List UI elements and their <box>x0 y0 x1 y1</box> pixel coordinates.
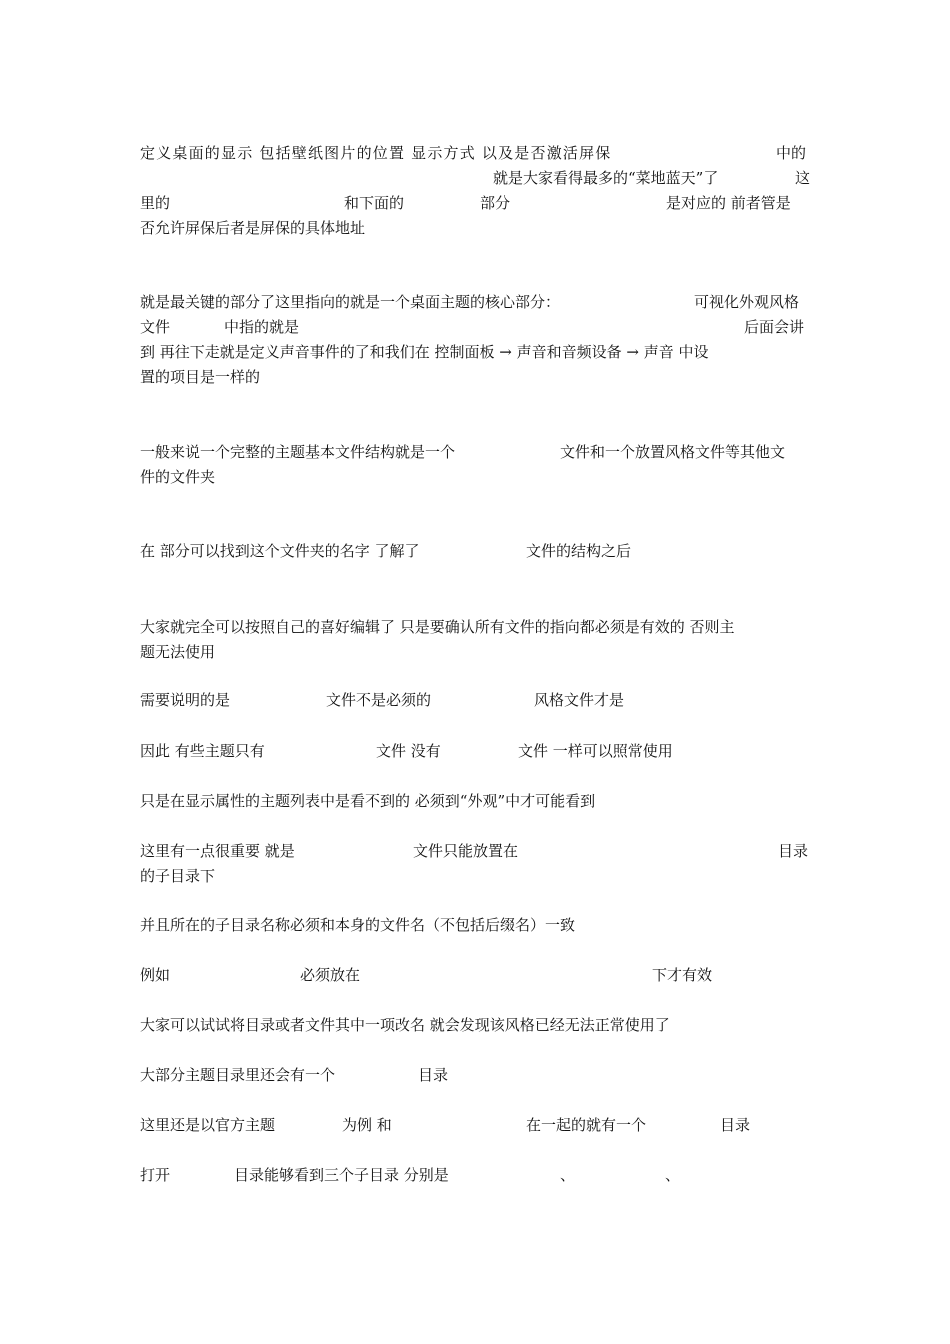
p13-b: 目录 <box>418 1066 449 1084</box>
p7-c: 文件 一样可以照常使用 <box>518 742 673 760</box>
p1-line3-d: 是对应的 前者管是 <box>666 194 791 212</box>
p7-a: 因此 有些主题只有 <box>140 742 265 760</box>
p1-line1: 定义桌面的显示 包括壁纸图片的位置 显示方式 以及是否激活屏保 <box>140 144 612 162</box>
p5-line2: 题无法使用 <box>140 643 216 661</box>
p15-c: 、 <box>560 1166 576 1184</box>
p1-line3-a: 里的 <box>140 194 171 212</box>
p1-line3-c: 部分 <box>480 194 511 212</box>
p14-d: 目录 <box>720 1116 751 1134</box>
p3-line1-end: 文件和一个放置风格文件等其他文 <box>560 443 786 461</box>
p14-a: 这里还是以官方主题 <box>140 1116 276 1134</box>
p10: 并且所在的子目录名称必须和本身的文件名（不包括后缀名）一致 <box>140 916 576 934</box>
p2-line1: 就是最关键的部分了这里指向的就是一个桌面主题的核心部分： <box>140 293 561 311</box>
p5-line1: 大家就完全可以按照自己的喜好编辑了 只是要确认所有文件的指向都必须是有效的 否则主 <box>140 618 735 636</box>
p1-line3-b: 和下面的 <box>344 194 405 212</box>
p9-a: 这里有一点很重要 就是 <box>140 842 295 860</box>
p9-c: 目录 <box>778 842 809 860</box>
p15-d: 、 <box>665 1166 681 1184</box>
p15-a: 打开 <box>140 1166 171 1184</box>
p9-b: 文件只能放置在 <box>413 842 519 860</box>
p11-c: 下才有效 <box>652 966 713 984</box>
p1-line4: 否允许屏保后者是屏保的具体地址 <box>140 219 366 237</box>
p4-line-b: 文件的结构之后 <box>526 542 632 560</box>
p1-line2: 就是大家看得最多的“菜地蓝天”了 <box>493 169 719 187</box>
p14-b: 为例 和 <box>342 1116 392 1134</box>
p11-b: 必须放在 <box>300 966 361 984</box>
p8: 只是在显示属性的主题列表中是看不到的 必须到“外观”中才可能看到 <box>140 792 596 810</box>
p2-line4: 置的项目是一样的 <box>140 368 261 386</box>
p12: 大家可以试试将目录或者文件其中一项改名 就会发现该风格已经无法正常使用了 <box>140 1016 670 1034</box>
p2-line1-end: 可视化外观风格 <box>694 293 800 311</box>
p2-line2-c: 后面会讲 <box>744 318 805 336</box>
p1-line2-end: 这 <box>795 169 811 187</box>
p9-d: 的子目录下 <box>140 867 216 885</box>
p14-c: 在一起的就有一个 <box>526 1116 647 1134</box>
p2-line2-b: 中指的就是 <box>224 318 300 336</box>
p3-line1: 一般来说一个完整的主题基本文件结构就是一个 <box>140 443 456 461</box>
p2-line2-a: 文件 <box>140 318 171 336</box>
p6-c: 风格文件才是 <box>534 691 625 709</box>
p7-b: 文件 没有 <box>376 742 441 760</box>
p1-line1-end: 中的 <box>776 144 807 162</box>
p13-a: 大部分主题目录里还会有一个 <box>140 1066 336 1084</box>
p2-line3: 到 再往下走就是定义声音事件的了和我们在 控制面板 → 声音和音频设备 → 声音 中设 <box>140 343 709 361</box>
p4-line-a: 在 部分可以找到这个文件夹的名字 了解了 <box>140 542 420 560</box>
p11-a: 例如 <box>140 966 171 984</box>
p6-a: 需要说明的是 <box>140 691 231 709</box>
p6-b: 文件不是必须的 <box>326 691 432 709</box>
p15-b: 目录能够看到三个子目录 分别是 <box>234 1166 449 1184</box>
p3-line2: 件的文件夹 <box>140 468 216 486</box>
